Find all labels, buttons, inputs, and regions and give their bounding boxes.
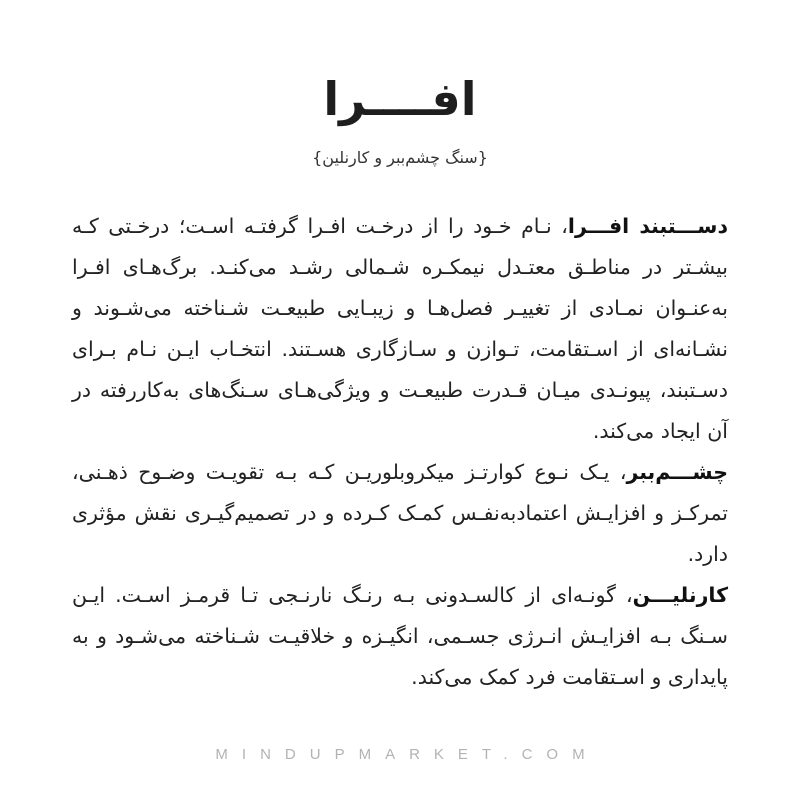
paragraph-carnelian xyxy=(72,575,728,698)
paragraph-text-carnelian: ، گونـه‌ای از کالسـدونی بـه رنـگ نارنـجی تـا قرمـز اسـت. ایـن سـنگ بـه افزایـش انـرژی جسـمی، انگیـزه و خلاقیـت شـناخته می‌شـود و به پایداری و اسـتقامت فرد کمک می‌کند. xyxy=(72,583,728,689)
paragraph-heading-bracelet: دســـتبند افـــرا xyxy=(567,214,728,238)
paragraph-text-tigers-eye: ، یـک نـوع کوارتـز میکروبلوریـن کـه بـه تقویـت وضـوح ذهـنی، تمرکـز و افزایـش اعتمادبه‌نفـس کمـک کـرده و در تصمیم‌گیـری نقش مؤثری دارد. xyxy=(72,460,728,566)
page-title: افــــرا xyxy=(323,72,477,126)
paragraph-bracelet xyxy=(72,206,728,452)
footer-brand: MINDUPMARKET.COM xyxy=(215,746,599,763)
paragraph-text-bracelet: ، نـام خـود را از درخـت افـرا گرفتـه اسـت؛ درخـتی کـه بیشـتر در مناطـق معتـدل نیمکـره شـمالی رشـد می‌کنـد. برگ‌هـای افـرا به‌عنـوان نمـادی از تغییـر فصل‌هـا و زیبـایی طبیعـت شـناخته می‌شـوند و نشـانه‌ای از اسـتقامت، تـوازن و سـازگاری هسـتند. انتخـاب ایـن نـام بـرای دسـتبند، پیونـدی میـان قـدرت طبیعـت و ویژگی‌هـای سـنگ‌های به‌کاررفته در آن ایجاد می‌کند. xyxy=(72,214,728,443)
paragraph-heading-carnelian: کارنلیـــن xyxy=(632,583,728,607)
paragraph-tigers-eye xyxy=(72,452,728,575)
paragraph-heading-tigers-eye: چشـــم‌ببر xyxy=(626,460,728,484)
description-body xyxy=(72,206,728,698)
page-subtitle: {سنگ چشم‌ببر و کارنلین} xyxy=(312,148,488,167)
